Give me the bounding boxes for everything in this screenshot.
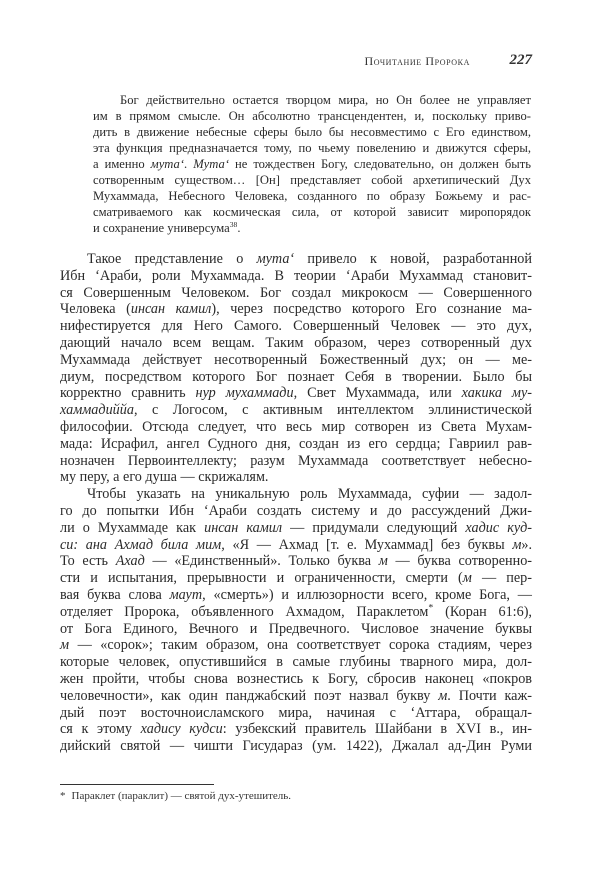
italic-term: Мута‘ xyxy=(193,157,230,171)
text-segment: сотворенным существом… [Он] представляет собой архетипический Дух xyxy=(93,173,531,187)
main-text-line xyxy=(60,705,532,722)
running-header xyxy=(60,52,532,70)
text-segment: : узбекский правитель Шайбани в XVI в., ин- xyxy=(222,721,532,738)
text-segment: ся Совершенным Человеком. Бог создал микрокосм — Совершенного xyxy=(60,284,532,301)
main-text-line xyxy=(60,436,532,453)
quote-text-line xyxy=(93,204,531,220)
main-text-line xyxy=(60,654,532,671)
italic-term: си: ана Ахмад била мим, xyxy=(60,536,225,553)
quote-text-line xyxy=(93,172,531,188)
text-segment: Чтобы указать на уникальную роль Мухаммада, суфии — задол- xyxy=(87,486,532,503)
text-segment: То есть xyxy=(60,553,116,570)
italic-term: нур мухаммади xyxy=(195,385,294,402)
text-segment: Мухаммада, Небесного Человека, созданного по образу Божьему и рас- xyxy=(93,189,531,203)
main-text-line xyxy=(60,486,532,503)
main-text-line xyxy=(60,738,532,755)
body-text xyxy=(60,251,532,755)
main-text-line xyxy=(60,285,532,302)
main-text-line xyxy=(60,587,532,604)
text-segment: нифестируется для Него Самого. Совершенный Человек — это дух, xyxy=(60,318,532,335)
main-text-line xyxy=(60,721,532,738)
main-text-line xyxy=(60,688,532,705)
quote-text-line xyxy=(93,124,531,140)
text-segment: , «смерть») и иллюзорности всего, кроме Бога, — xyxy=(202,586,532,603)
main-text-line xyxy=(60,671,532,688)
text-segment: ли о Мухаммаде как xyxy=(60,519,205,536)
text-segment: — «сорок»; таким образом, она соответствует сорока стадиям, через xyxy=(69,637,532,654)
text-segment: — придумали следующий xyxy=(282,519,466,536)
text-segment: , Свет Мухаммада, или xyxy=(293,385,462,402)
text-segment: нозначен Первоинтеллекту; разум Мухаммада соответствует небесно- xyxy=(60,452,532,469)
main-text-line xyxy=(60,469,532,486)
italic-term: м xyxy=(462,570,472,587)
quote-text-line xyxy=(93,140,531,156)
italic-term: м xyxy=(60,637,70,654)
main-text-line xyxy=(60,335,532,352)
text-segment: человечности», как один панджабский поэт назвал букву xyxy=(60,687,439,704)
text-segment: Бог действительно остается творцом мира, но Он более не управляет xyxy=(120,93,531,107)
footnote xyxy=(60,790,291,802)
italic-term: хаммадиййа xyxy=(60,402,134,419)
text-segment: отделяет Пророка, объявленного Ахмадом, Параклетом xyxy=(60,603,429,620)
footnote-asterisk: * xyxy=(428,602,434,613)
text-segment: привело к новой, разработанной xyxy=(294,251,532,267)
italic-term: м xyxy=(378,553,388,570)
main-text-line xyxy=(60,268,532,285)
text-segment: ), через посредство которого Его сознание ма- xyxy=(211,301,532,318)
quote-text-line xyxy=(93,156,531,172)
text-segment: мада: Исрафил, ангел Судного дня, создан из его сердца; Гавриил рав- xyxy=(60,435,532,452)
italic-term: маут xyxy=(169,586,203,603)
text-segment: му перу, а его душа — скрижалям. xyxy=(60,469,269,486)
text-segment: сти и испытания, прерывности и ограниченности, смерти ( xyxy=(60,570,463,587)
italic-term: мута‘ xyxy=(256,251,295,267)
main-text-line xyxy=(60,604,532,621)
main-text-line xyxy=(60,419,532,436)
text-segment: . xyxy=(184,157,194,171)
italic-term: хакика му- xyxy=(461,385,532,402)
text-segment: . xyxy=(237,221,241,235)
page-number: 227 xyxy=(509,52,532,68)
italic-term: м xyxy=(438,687,448,704)
main-text-line xyxy=(60,503,532,520)
text-segment: дить в движение небесные сферы было бы несовместимо с Его единством, xyxy=(93,125,531,139)
main-text-line xyxy=(60,318,532,335)
footnote-mark: * xyxy=(60,790,66,802)
italic-term: инсан камил xyxy=(204,519,283,536)
quote-text-line xyxy=(93,220,531,236)
text-segment: (Коран 61:6), xyxy=(433,603,532,620)
main-text-line xyxy=(60,402,532,419)
text-segment: Человека ( xyxy=(60,301,131,318)
main-text-line xyxy=(60,453,532,470)
text-segment: ся к этому xyxy=(60,721,141,738)
quote-text-line xyxy=(93,188,531,204)
text-segment: жен пройти, чтобы снова вознестись к Богу, сбросив наконец «покров xyxy=(60,670,532,687)
text-segment: а именно xyxy=(93,157,151,171)
text-segment: дый поэт восточноисламского мира, начиная с ‘Аттара, обращал- xyxy=(60,704,532,721)
text-segment: го до попытки Ибн ‘Араби создать систему и до рассуждений Джи- xyxy=(60,502,532,519)
text-segment: — «Единственный». Только буква xyxy=(144,553,379,570)
running-title: Почитание Пророка xyxy=(364,54,470,68)
text-segment: , с Логосом, с активным интеллектом эллинистической xyxy=(133,402,532,419)
main-text-line xyxy=(60,637,532,654)
main-text-line xyxy=(60,553,532,570)
text-segment: философии. Отсюда следует, что весь мир сотворен из Света Мухам- xyxy=(60,418,532,435)
text-segment: — пер- xyxy=(471,570,532,587)
text-segment: . Почти каж- xyxy=(447,687,532,704)
text-segment: — буква сотворенно- xyxy=(387,553,533,570)
footnote-reference: 38 xyxy=(229,219,238,229)
text-segment: которые человек, опустившийся в самые глубины тварного мира, дол- xyxy=(60,654,532,671)
text-segment: дийский святой — чишти Гисудараз (ум. 1422), Джалал ад-Дин Руми xyxy=(60,738,532,755)
text-segment: вая буква слова xyxy=(60,586,170,603)
main-text-line xyxy=(60,385,532,402)
text-segment: «Я — Ахмад [т. е. Мухаммад] без буквы xyxy=(224,536,513,553)
text-segment: дающий начало всем вещам. Таким образом, через сотворенный дух xyxy=(60,334,532,351)
text-segment: и сохранение универсума xyxy=(93,221,230,235)
italic-term: Ахад xyxy=(115,553,145,570)
text-segment: эта функция предназначается тому, по чьему повелению и движутся сферы, xyxy=(93,141,531,155)
main-text-line xyxy=(60,301,532,318)
main-text-line xyxy=(60,570,532,587)
quote-text-line xyxy=(93,108,531,124)
italic-term: м xyxy=(512,536,522,553)
text-segment: не тождествен Богу, следовательно, он должен быть xyxy=(229,157,531,171)
text-segment: диум, посредством которого Бог познает Себя в творении. Было бы xyxy=(60,368,532,385)
main-text-line xyxy=(60,352,532,369)
text-segment: им в прямом смысле. Он абсолютно трансцендентен, и, поскольку приво- xyxy=(93,109,531,123)
italic-term: мута‘ xyxy=(150,157,185,171)
main-text-line xyxy=(60,537,532,554)
main-text-line xyxy=(60,520,532,537)
text-segment: ». xyxy=(521,536,533,553)
text-segment: сматриваемого как космическая сила, от которой зависит миропорядок xyxy=(93,205,531,219)
footnote-text: Параклет (параклит) — святой дух-утешитель. xyxy=(71,790,292,802)
text-segment: корректно сравнить xyxy=(60,385,196,402)
main-text-line xyxy=(60,621,532,638)
main-text-line xyxy=(60,369,532,386)
quote-text-line xyxy=(93,92,531,108)
italic-term: хадис куд- xyxy=(465,519,532,536)
main-text-line xyxy=(60,251,532,268)
italic-term: инсан камил xyxy=(130,301,212,318)
text-segment: Ибн ‘Араби, роли Мухаммада. В теории ‘Араби Мухаммад становит- xyxy=(60,267,532,284)
footnote-divider xyxy=(60,784,214,785)
text-segment: Мухаммада действует несотворенный Божественный дух; он — ме- xyxy=(60,351,532,368)
italic-term: хадису кудси xyxy=(140,721,223,738)
text-segment: от Бога Единого, Вечного и Предвечного. Числовое значение буквы xyxy=(60,620,532,637)
block-quote xyxy=(93,92,531,236)
text-segment: Такое представление о xyxy=(87,251,257,267)
